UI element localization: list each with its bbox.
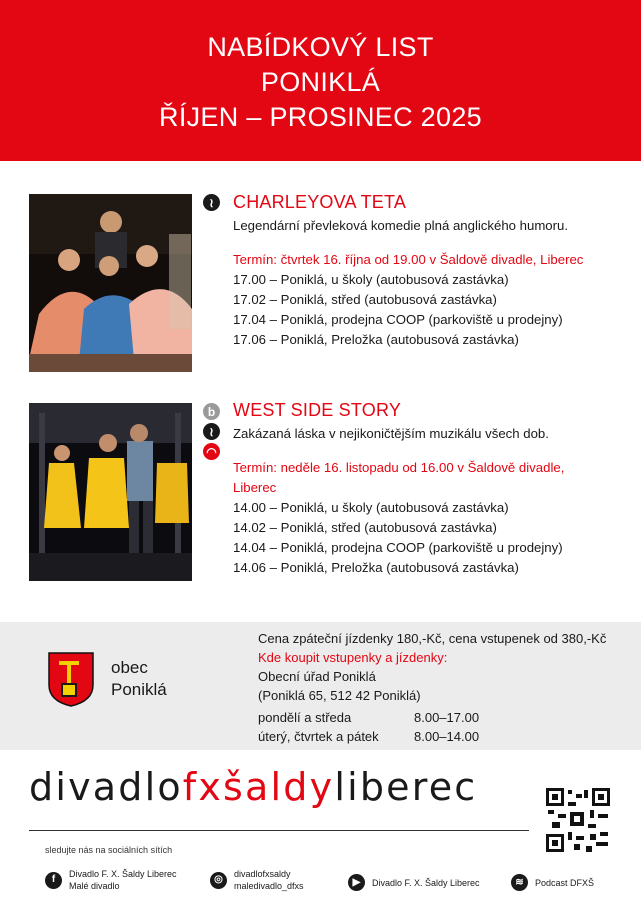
hours-time: 8.00–14.00 (414, 729, 480, 744)
event-term-cont: Liberec (233, 480, 277, 495)
office-name: Obecní úřad Poniklá (258, 669, 376, 684)
bus-stop: 17.04 – Poniklá, prodejna COOP (parkoviště u prodejny) (233, 312, 563, 327)
event-term: Termín: neděle 16. listopadu od 16.00 v Šaldově divadle, (233, 460, 565, 475)
audience-icon: ≀ (203, 423, 220, 440)
bus-stop: 17.02 – Poniklá, střed (autobusová zastávka) (233, 292, 497, 307)
youtube-account: Divadlo F. X. Šaldy Liberec (372, 877, 480, 888)
header-title: NABÍDKOVÝ LIST (207, 32, 434, 62)
opening-hours (258, 708, 638, 746)
where-label: Kde koupit vstupenky a jízdenky: (258, 650, 448, 665)
price-text: Cena zpáteční jízdenky 180,-Kč, cena vstupenek od 380,-Kč (258, 631, 607, 646)
bus-stop: 14.02 – Poniklá, střed (autobusová zastávka) (233, 520, 497, 535)
opera-icon: ◠ (203, 443, 220, 460)
spotify-account: Podcast DFXŠ (535, 877, 595, 888)
facebook-icon: f (45, 872, 62, 889)
divider (29, 830, 529, 831)
qr-code-icon[interactable] (546, 788, 610, 852)
spotify-link[interactable] (511, 874, 594, 891)
logo-part-liberec: liberec (334, 765, 478, 809)
bus-stop: 17.00 – Poniklá, u školy (autobusová zastávka) (233, 272, 509, 287)
b-icon: b (203, 403, 220, 420)
instagram-account: divadlofxsaldy (234, 869, 291, 879)
youtube-link[interactable] (348, 874, 480, 891)
event-term: Termín: čtvrtek 16. října od 19.00 v Šaldově divadle, Liberec (233, 252, 584, 267)
event-2-icons (203, 403, 221, 463)
bus-stop: 17.06 – Poniklá, Preložka (autobusová zastávka) (233, 332, 519, 347)
ticket-info (258, 629, 638, 746)
header-village: PONIKLÁ (260, 67, 381, 97)
west-side-story-photo (29, 403, 192, 581)
instagram-account: maledivadlo_dfxs (234, 881, 304, 891)
hours-time: 8.00–17.00 (414, 710, 480, 725)
office-address: (Poniklá 65, 512 42 Poniklá) (258, 688, 421, 703)
obec-label: obec (111, 658, 148, 677)
theatre-logo (29, 763, 477, 811)
poniklá-crest-icon (47, 651, 95, 707)
header-period: ŘÍJEN – PROSINEC 2025 (159, 102, 482, 132)
logo-part-divadlo: divadlo (29, 765, 183, 809)
audience-icon: ≀ (203, 194, 220, 211)
bus-stop: 14.06 – Poniklá, Preložka (autobusová zastávka) (233, 560, 519, 575)
event-title: WEST SIDE STORY (233, 400, 402, 420)
facebook-link[interactable] (45, 868, 177, 892)
event-1-icons (203, 194, 221, 214)
header-banner (0, 0, 641, 161)
obec-value: Poniklá (111, 680, 167, 699)
event-1 (233, 191, 633, 350)
facebook-account: Divadlo F. X. Šaldy Liberec (69, 869, 177, 879)
instagram-link[interactable] (210, 868, 304, 892)
logo-part-fxsaldy: fxšaldy (182, 765, 335, 809)
facebook-account: Malé divadlo (69, 881, 120, 891)
event-description: Legendární převleková komedie plná anglického humoru. (233, 218, 569, 233)
youtube-icon: ▶ (348, 874, 365, 891)
charleyova-teta-photo (29, 194, 192, 372)
instagram-icon: ◎ (210, 872, 227, 889)
event-title: CHARLEYOVA TETA (233, 192, 407, 212)
hours-row (258, 727, 638, 746)
spotify-icon: ≋ (511, 874, 528, 891)
hours-days: pondělí a středa (258, 710, 352, 725)
bus-stop: 14.00 – Poniklá, u školy (autobusová zastávka) (233, 500, 509, 515)
facebook-accounts (69, 868, 177, 892)
event-description: Zakázaná láska v nejikoničtějším muzikálu všech dob. (233, 426, 549, 441)
hours-days: úterý, čtvrtek a pátek (258, 729, 379, 744)
event-2 (233, 399, 633, 578)
instagram-accounts (234, 868, 304, 892)
social-hint: sledujte nás na sociálních sítích (45, 845, 173, 855)
bus-stop: 14.04 – Poniklá, prodejna COOP (parkoviště u prodejny) (233, 540, 563, 555)
municipality-name (111, 657, 167, 701)
hours-row (258, 708, 638, 727)
